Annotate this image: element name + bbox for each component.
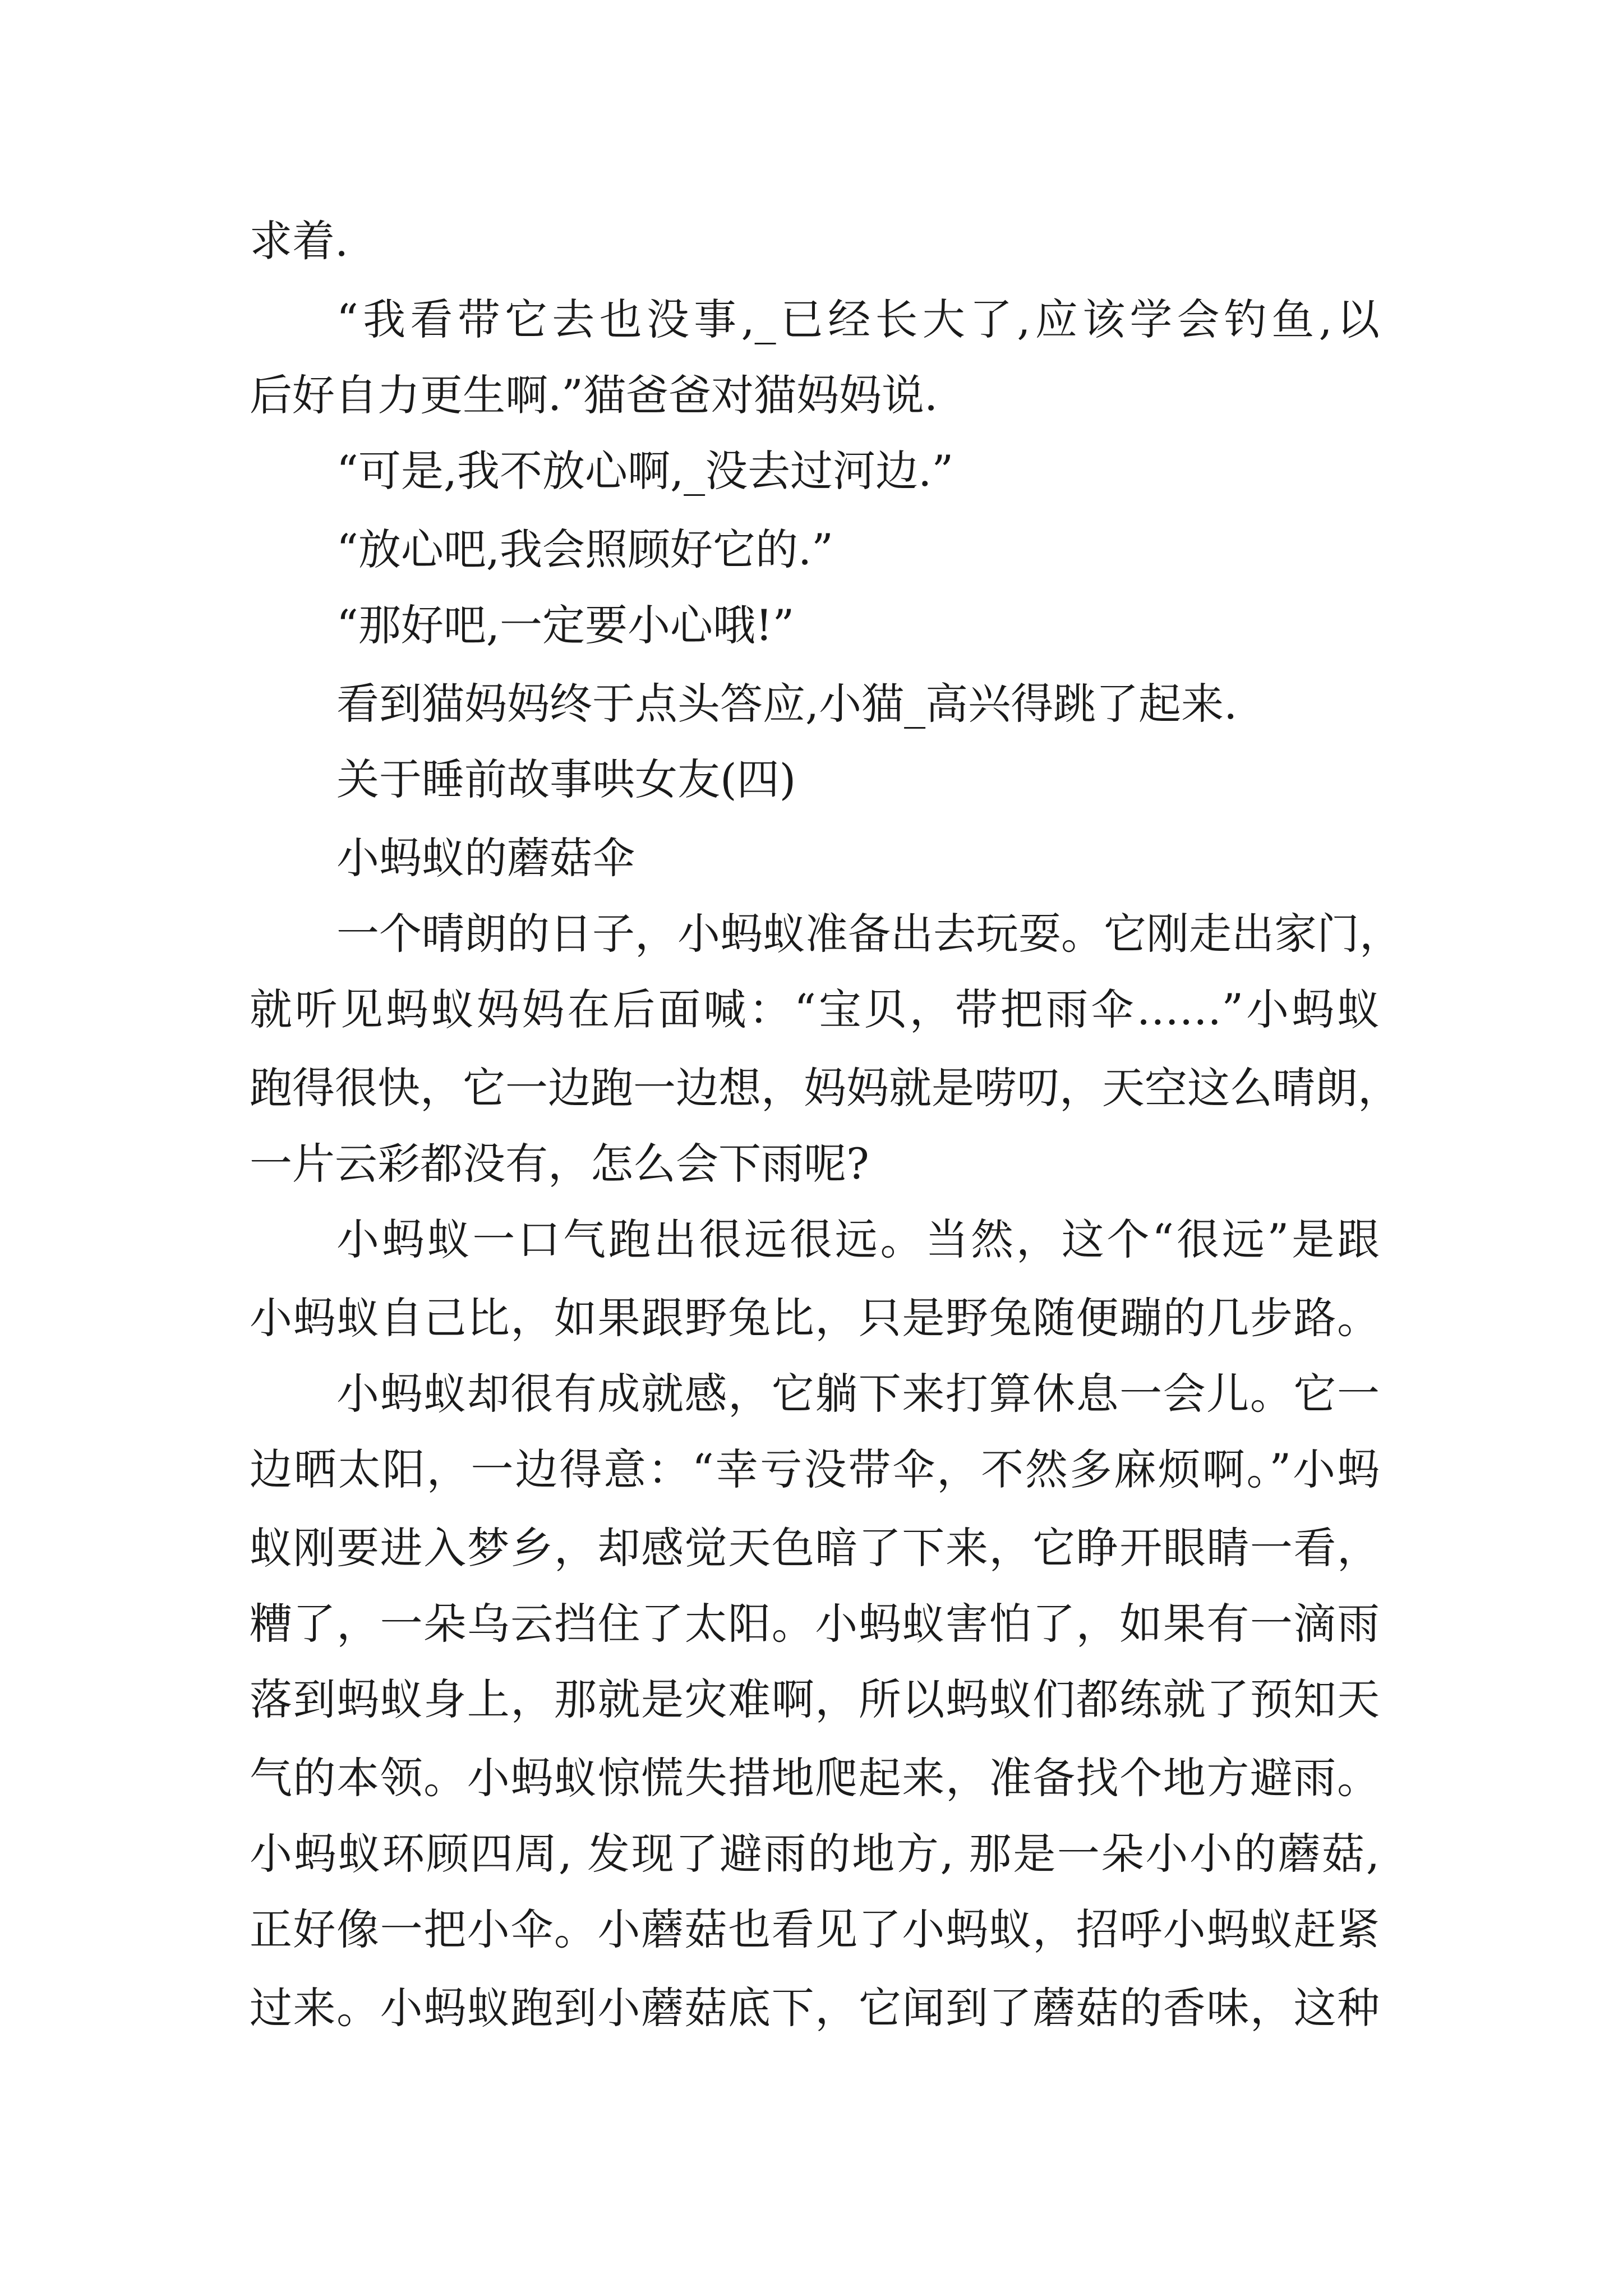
text-line: 正好像一把小伞。小蘑菇也看见了小蚂蚁，招呼小蚂蚁赶紧 [250, 1904, 1380, 1954]
text-line: 蚁刚要进入梦乡，却感觉天色暗了下来，它睁开眼睛一看， [250, 1523, 1380, 1573]
text-line: 求着. [250, 216, 349, 266]
text-line: 小蚂蚁一口气跑出很远很远。当然，这个“很远”是跟 [336, 1214, 1380, 1264]
text-line: 一个晴朗的日子，小蚂蚁准备出去玩耍。它刚走出家门， [336, 909, 1402, 959]
text-line: 小蚂蚁自己比，如果跟野兔比，只是野兔随便蹦的几步路。 [250, 1293, 1380, 1343]
text-line: “可是,我不放心啊,_没去过河边.” [336, 446, 954, 496]
text-line: 过来。小蚂蚁跑到小蘑菇底下，它闻到了蘑菇的香味，这种 [250, 1983, 1380, 2033]
text-line: 后好自力更生啊.”猫爸爸对猫妈妈说. [250, 370, 938, 420]
text-line: “放心吧,我会照顾好它的.” [336, 524, 834, 574]
text-line: 边晒太阳，一边得意：“幸亏没带伞，不然多麻烦啊。”小蚂 [250, 1444, 1380, 1494]
text-line: 一片云彩都没有，怎么会下雨呢? [250, 1139, 869, 1189]
text-line: 小蚂蚁却很有成就感，它躺下来打算休息一会儿。它一 [336, 1369, 1380, 1419]
text-line: 落到蚂蚁身上，那就是灾难啊，所以蚂蚁们都练就了预知天 [250, 1674, 1380, 1724]
text-line: 跑得很快，它一边跑一边想，妈妈就是唠叨，天空这么晴朗， [250, 1063, 1400, 1113]
section-heading: 关于睡前故事哄女友(四) [336, 754, 796, 804]
text-line: 小蚂蚁环顾四周, 发现了避雨的地方, 那是一朵小小的蘑菇, [250, 1829, 1380, 1879]
text-line: 就听见蚂蚁妈妈在后面喊：“宝贝，带把雨伞……”小蚂蚁 [250, 984, 1380, 1034]
text-line: “我看带它去也没事,_已经长大了,应该学会钓鱼,以 [336, 295, 1380, 344]
text-line: “那好吧,一定要小心哦!” [336, 600, 795, 650]
text-line: 糟了，一朵乌云挡住了太阳。小蚂蚁害怕了，如果有一滴雨 [250, 1599, 1380, 1649]
story-title: 小蚂蚁的蘑菇伞 [336, 833, 635, 883]
text-line: 气的本领。小蚂蚁惊慌失措地爬起来，准备找个地方避雨。 [250, 1753, 1380, 1803]
text-line: 看到猫妈妈终于点头答应,小猫_高兴得跳了起来. [336, 679, 1238, 729]
